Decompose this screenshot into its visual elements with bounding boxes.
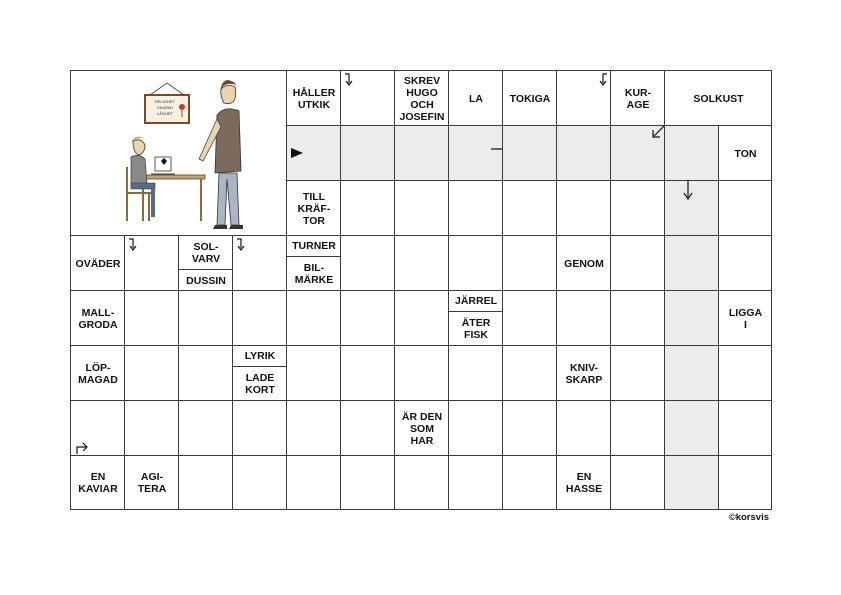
- cell-r4-c12: [718, 290, 772, 346]
- cell-r2-c10[interactable]: [610, 180, 665, 236]
- cell-r3-c12[interactable]: [718, 235, 772, 291]
- cell-r7-c3[interactable]: [232, 455, 287, 510]
- cell-r1-c8[interactable]: [502, 125, 557, 181]
- cell-r3-c1[interactable]: [124, 235, 179, 291]
- cell-r7-c7[interactable]: [448, 455, 503, 510]
- cell-r1-c11[interactable]: [664, 125, 719, 181]
- cell-r0-c11-12: [664, 70, 772, 126]
- arrow-down-icon: [682, 180, 694, 202]
- cell-r6-c4[interactable]: [286, 400, 341, 456]
- cell-r1-c7[interactable]: [448, 125, 503, 181]
- cell-r3-c2: [178, 235, 233, 291]
- cartoon-image: [71, 71, 286, 235]
- cell-r6-c6: [394, 400, 449, 456]
- cell-r0-c7: [448, 70, 503, 126]
- cell-r3-c3[interactable]: [232, 235, 287, 291]
- arrow-right-icon: [289, 144, 307, 162]
- clue-knivskarp: KNIV- SKARP: [565, 361, 603, 386]
- sign-line-2: SKAPAR: [157, 105, 173, 110]
- cell-r5-c4[interactable]: [286, 345, 341, 401]
- clue-mallgroda: MALL- GRODA: [78, 306, 118, 331]
- clue-ar-den-som-har: ÄR DEN SOM HAR: [401, 410, 443, 447]
- cell-r7-c12[interactable]: [718, 455, 772, 510]
- cell-r6-c9[interactable]: [556, 400, 611, 456]
- clue-lyrik: LYRIK: [244, 350, 276, 362]
- cell-r7-c0: [70, 455, 125, 510]
- cell-r5-c5[interactable]: [340, 345, 395, 401]
- puzzle-illustration: [70, 70, 287, 236]
- cell-r3-c10[interactable]: [610, 235, 665, 291]
- clue-bilmarke: BIL- MÄRKE: [294, 262, 334, 286]
- cell-r6-c11[interactable]: [664, 400, 719, 456]
- cell-r5-c3: [232, 345, 287, 401]
- clue-agitera: AGI- TERA: [137, 471, 167, 495]
- clue-lopmagad: LÖP- MAGAD: [78, 361, 118, 386]
- cell-r4-c0: [70, 290, 125, 346]
- copyright-notice: ©korsvis: [728, 512, 769, 523]
- cell-r2-c8[interactable]: [502, 180, 557, 236]
- cell-r1-c6[interactable]: [394, 125, 449, 181]
- cell-r3-c9: [556, 235, 611, 291]
- cell-r0-c9[interactable]: [556, 70, 611, 126]
- clue-en-hasse: EN HASSE: [565, 471, 603, 495]
- cell-r0-c4: [286, 70, 341, 126]
- arrow-down-icon: [343, 73, 355, 87]
- cell-r5-c1[interactable]: [124, 345, 179, 401]
- cell-r5-c2[interactable]: [178, 345, 233, 401]
- cell-r7-c10[interactable]: [610, 455, 665, 510]
- cell-r3-c0: [70, 235, 125, 291]
- clue-ligga-i: LIGGA I: [728, 306, 763, 331]
- cell-r5-c9: [556, 345, 611, 401]
- cell-r4-c4[interactable]: [286, 290, 341, 346]
- cell-r7-c6[interactable]: [394, 455, 449, 510]
- cell-r2-c11[interactable]: [664, 180, 719, 236]
- cell-r4-c6[interactable]: [394, 290, 449, 346]
- cell-r2-c7[interactable]: [448, 180, 503, 236]
- cell-r6-c8[interactable]: [502, 400, 557, 456]
- cell-r0-c10: [610, 70, 665, 126]
- cell-r7-c11[interactable]: [664, 455, 719, 510]
- clue-turner: TURNER: [292, 240, 336, 252]
- cell-r2-c6[interactable]: [394, 180, 449, 236]
- cell-r5-c6[interactable]: [394, 345, 449, 401]
- cell-r6-c5[interactable]: [340, 400, 395, 456]
- cell-r4-c7: [448, 290, 503, 346]
- cell-r6-c3[interactable]: [232, 400, 287, 456]
- cell-r1-c4[interactable]: [286, 125, 341, 181]
- cell-r4-c5[interactable]: [340, 290, 395, 346]
- cell-r4-c1[interactable]: [124, 290, 179, 346]
- arrow-down-icon: [597, 73, 609, 87]
- cell-r0-c5[interactable]: [340, 70, 395, 126]
- cell-r5-c11[interactable]: [664, 345, 719, 401]
- cell-r2-c5[interactable]: [340, 180, 395, 236]
- arrow-down-icon: [235, 238, 247, 252]
- cell-r1-c10[interactable]: [610, 125, 665, 181]
- clue-en-kaviar: EN KAVIAR: [78, 471, 118, 495]
- clue-solkust: SOLKUST: [693, 92, 744, 105]
- cell-r6-c10[interactable]: [610, 400, 665, 456]
- cell-r5-c12[interactable]: [718, 345, 772, 401]
- clue-ton: TON: [734, 147, 757, 160]
- cell-r7-c5[interactable]: [340, 455, 395, 510]
- cell-r0-c6: [394, 70, 449, 126]
- cell-r3-c5[interactable]: [340, 235, 395, 291]
- cell-r6-c12[interactable]: [718, 400, 772, 456]
- cell-r6-c1[interactable]: [124, 400, 179, 456]
- cell-r7-c4[interactable]: [286, 455, 341, 510]
- clue-kurage: KUR- AGE: [624, 86, 652, 111]
- cell-r4-c3[interactable]: [232, 290, 287, 346]
- clue-solvarv: SOL- VARV: [191, 240, 221, 265]
- clue-la: LA: [469, 92, 483, 105]
- sign-line-1: RELIGHET: [154, 99, 176, 104]
- clue-genom: GENOM: [564, 257, 604, 270]
- cell-r6-c0[interactable]: [70, 400, 125, 456]
- cell-r5-c0: [70, 345, 125, 401]
- cell-r7-c2[interactable]: [178, 455, 233, 510]
- cell-r7-c8[interactable]: [502, 455, 557, 510]
- cell-r3-c7[interactable]: [448, 235, 503, 291]
- cell-r5-c10[interactable]: [610, 345, 665, 401]
- sign-line-3: LÅGHET: [156, 111, 174, 116]
- cell-r6-c7[interactable]: [448, 400, 503, 456]
- clue-jarrel: JÄRREL: [454, 295, 497, 307]
- cell-r5-c7[interactable]: [448, 345, 503, 401]
- cell-r4-c8[interactable]: [502, 290, 557, 346]
- cell-r1-c9[interactable]: [556, 125, 611, 181]
- cell-r3-c4: [286, 235, 341, 291]
- clue-lade-kort: LADE KORT: [245, 372, 275, 396]
- clue-ater-fisk: ÄTER FISK: [461, 317, 491, 341]
- cell-r2-c4: [286, 180, 341, 236]
- clue-dussin: DUSSIN: [186, 274, 226, 287]
- cell-r3-c8[interactable]: [502, 235, 557, 291]
- clue-skrev-hugo: SKREV HUGO OCH JOSEFIN: [399, 74, 445, 123]
- cell-r1-c12: [718, 125, 772, 181]
- cell-r7-c1: [124, 455, 179, 510]
- clue-tokiga: TOKIGA: [509, 92, 551, 105]
- cell-r3-c6[interactable]: [394, 235, 449, 291]
- cell-r7-c9: [556, 455, 611, 510]
- cell-r2-c9[interactable]: [556, 180, 611, 236]
- cell-r4-c9[interactable]: [556, 290, 611, 346]
- clue-till-krafter: TILL KRÄF- TOR: [297, 190, 331, 227]
- cell-r6-c2[interactable]: [178, 400, 233, 456]
- cell-r2-c12[interactable]: [718, 180, 772, 236]
- cell-r0-c8: [502, 70, 557, 126]
- cell-r3-c11[interactable]: [664, 235, 719, 291]
- cell-r4-c10[interactable]: [610, 290, 665, 346]
- cell-r5-c8[interactable]: [502, 345, 557, 401]
- crossword-grid: [70, 70, 772, 510]
- cell-r1-c5[interactable]: [340, 125, 395, 181]
- arrow-right-icon: [75, 441, 91, 455]
- clue-haller-utkik: HÅLLER UTKIK: [292, 86, 336, 111]
- clue-ovader: OVÄDER: [75, 257, 121, 270]
- cell-r4-c2[interactable]: [178, 290, 233, 346]
- cell-r4-c11[interactable]: [664, 290, 719, 346]
- arrow-down-icon: [127, 238, 139, 252]
